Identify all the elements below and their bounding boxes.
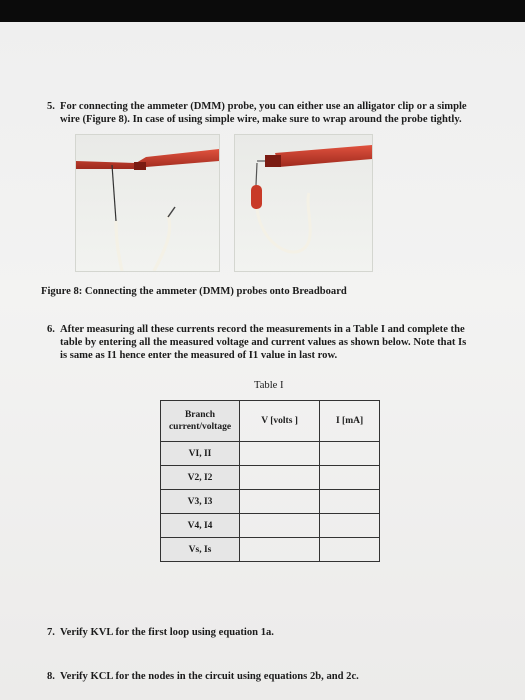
table-title: Table I [254,380,284,391]
row-label: V2, I2 [161,466,240,490]
item-number: 8. [47,671,55,682]
item-text-line: table by entering all the measured voltage and current values as shown below. Note that Is [60,337,467,348]
voltage-cell [240,538,320,562]
probe-collar [134,162,146,170]
item-text-line: Verify KVL for the first loop using equation 1a. [60,627,274,638]
item-number: 7. [47,627,55,638]
current-cell [320,490,380,514]
column-header-voltage: V [volts ] [240,401,320,442]
instruction-item-8 [47,670,487,684]
probe-body [275,145,372,167]
probe-with-clip-illustration [76,135,219,271]
voltage-cell [240,490,320,514]
item-number: 6. [47,324,55,335]
column-header-current: I [mA] [320,401,380,442]
table-row [161,490,380,514]
row-label: V4, I4 [161,514,240,538]
column-header-branch: Branch current/voltage [161,401,240,442]
current-cell [320,442,380,466]
probe-collar [265,155,281,167]
instruction-item-6 [47,323,492,363]
top-dark-band [0,0,525,22]
item-text-line: For connecting the ammeter (DMM) probe, you can either use an alligator clip or a simple [60,101,467,112]
table-header-row [161,401,380,442]
white-wire [116,221,122,271]
clip-jaw [168,207,175,217]
white-wire-2 [154,215,170,271]
instruction-item-7 [47,626,487,640]
white-wire [257,193,310,252]
document-page [0,22,525,700]
table-row [161,514,380,538]
current-cell [320,538,380,562]
figure-photo-simple-wire [234,134,373,272]
item-text-line: is same as I1 hence enter the measured of I1 value in last row. [60,350,338,361]
current-cell [320,514,380,538]
figure-caption: Figure 8: Connecting the ammeter (DMM) probes onto Breadboard [41,286,347,297]
item-number: 5. [47,101,55,112]
current-cell [320,466,380,490]
instruction-item-5 [47,100,487,126]
item-text-line: After measuring all these currents record the measurements in a Table I and complete the [60,324,465,335]
row-label: V3, I3 [161,490,240,514]
voltage-cell [240,514,320,538]
table-row [161,538,380,562]
clip-stem [112,165,116,221]
table-row [161,466,380,490]
figure-photo-alligator-clip [75,134,220,272]
item-text-line: Verify KCL for the nodes in the circuit using equations 2b, and 2c. [60,671,359,682]
row-label: VI, II [161,442,240,466]
plug-lead [256,163,257,185]
probe-body [76,149,219,169]
voltage-cell [240,466,320,490]
voltage-cell [240,442,320,466]
probe-plug [251,185,262,209]
row-label: Vs, Is [161,538,240,562]
measurement-table [160,400,380,562]
table-row [161,442,380,466]
item-text-line: wire (Figure 8). In case of using simple wire, make sure to wrap around the probe tightly. [60,114,462,125]
probe-with-wire-illustration [235,135,372,271]
